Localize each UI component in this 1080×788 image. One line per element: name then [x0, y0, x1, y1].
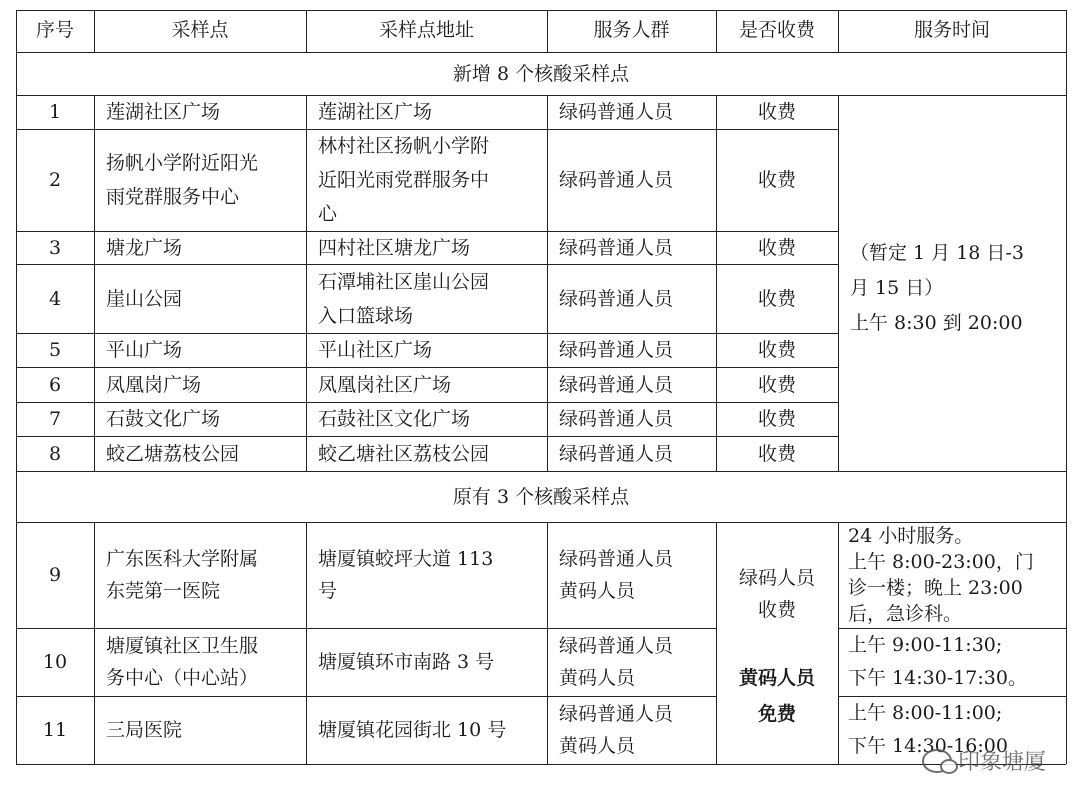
cell-no: [16, 437, 94, 471]
time-line: 上午 9:00-11:30;: [848, 634, 1003, 656]
header-crowd: 服务人群: [593, 19, 670, 41]
cell-site: [94, 282, 306, 316]
time-line: （暂定 1 月 18 日-3: [850, 242, 1024, 264]
cell-fee: [716, 282, 838, 316]
site-line: 莲湖社区广场: [106, 101, 221, 123]
cell-addr: [306, 95, 547, 129]
cell-addr: [306, 402, 547, 436]
cell-crowd: [547, 163, 716, 197]
cell-site: [94, 231, 306, 265]
crowd-line: 绿码普通人员: [559, 236, 674, 259]
cell-no: [16, 714, 94, 746]
cell-site: [94, 368, 306, 402]
addr-line: 入口篮球场: [318, 304, 414, 327]
section-title-new: 新增 8 个核酸采样点: [452, 63, 630, 85]
cell-crowd: [547, 333, 716, 367]
addr-line: 石潭埔社区崖山公园: [318, 270, 490, 293]
fee-line: 收费: [757, 442, 796, 465]
site-line: 雨党群服务中心: [106, 186, 240, 208]
site-line: 广东医科大学附属: [106, 548, 259, 570]
crowd-line: 黄码人员: [559, 580, 636, 602]
time-line: 24 小时服务。: [848, 525, 974, 547]
no-line: 5: [48, 339, 62, 361]
time-line: 诊一楼；晚上 23:00: [848, 577, 1023, 599]
cell-addr: [306, 129, 547, 231]
site-line: 蛟乙塘荔枝公园: [106, 442, 240, 465]
cell-addr: [306, 543, 547, 607]
fee-line: 绿码人员: [738, 567, 815, 589]
cell-no: [16, 333, 94, 367]
time-line: 上午 8:00-23:00，门: [848, 551, 1034, 573]
cell-site: [94, 714, 306, 746]
cell-crowd: [547, 95, 716, 129]
no-line: 3: [48, 236, 62, 259]
cell-no: [16, 402, 94, 436]
cell-addr: [306, 368, 547, 402]
cell-no: [16, 646, 94, 678]
header-address: 采样点地址: [378, 19, 474, 41]
addr-line: 四村社区塘龙广场: [318, 236, 471, 259]
crowd-line: 绿码普通人员: [559, 287, 674, 310]
cell-fee: [716, 368, 838, 402]
fee-line: 黄码人员: [738, 667, 815, 689]
cell-site: [94, 437, 306, 471]
no-line: 11: [42, 719, 68, 741]
crowd-line: 绿码普通人员: [559, 101, 674, 123]
addr-line: 莲湖社区广场: [318, 101, 433, 123]
cell-no: [16, 559, 94, 591]
cell-crowd: [547, 402, 716, 436]
cell-addr: [306, 437, 547, 471]
cell-site: [94, 333, 306, 367]
addr-line: 凤凰岗社区广场: [318, 373, 452, 396]
addr-line: 塘厦镇环市南路 3 号: [318, 651, 495, 673]
section-title-old: 原有 3 个核酸采样点: [452, 486, 630, 508]
cell-fee: [716, 163, 838, 197]
site-line: 东莞第一医院: [106, 580, 221, 602]
cell-addr: [306, 333, 547, 367]
cell-crowd: [547, 282, 716, 316]
no-line: 1: [48, 101, 62, 123]
new-sites-service-time: [850, 236, 1060, 341]
time-line: 月 15 日）: [850, 277, 944, 299]
time-line: 上午 8:00-11:00;: [848, 702, 1003, 724]
fee-line: 免费: [757, 703, 796, 725]
time-line: 下午 14:30-17:30。: [848, 667, 1027, 689]
cell-addr: [306, 265, 547, 333]
header-site: 采样点: [171, 19, 229, 41]
cell-no: [16, 282, 94, 316]
crowd-line: 绿码普通人员: [559, 635, 674, 657]
cell-no: [16, 368, 94, 402]
crowd-line: 绿码普通人员: [559, 339, 674, 361]
no-line: 10: [42, 651, 68, 673]
cell-site: [94, 402, 306, 436]
watermark: [922, 745, 1046, 776]
crowd-line: 黄码人员: [559, 735, 636, 757]
site-line: 塘龙广场: [106, 236, 183, 259]
fee-line: 收费: [757, 599, 796, 621]
cell-time: [838, 523, 1066, 627]
cell-addr: [306, 646, 547, 678]
addr-line: 塘厦镇花园街北 10 号: [318, 719, 507, 741]
cell-time: [838, 629, 1066, 695]
cell-crowd: [547, 543, 716, 607]
crowd-line: 绿码普通人员: [559, 548, 674, 570]
no-line: 9: [48, 564, 62, 586]
site-line: 平山广场: [106, 339, 183, 361]
site-line: 塘厦镇社区卫生服: [106, 635, 259, 657]
cell-fee: [716, 437, 838, 471]
cell-fee: [716, 95, 838, 129]
cell-fee: [716, 231, 838, 265]
crowd-line: 绿码普通人员: [559, 169, 674, 191]
cell-crowd: [547, 231, 716, 265]
fee-line: 收费: [757, 373, 796, 396]
fee-line: 收费: [757, 287, 796, 310]
crowd-line: 绿码普通人员: [559, 408, 674, 430]
addr-line: 近阳光雨党群服务中: [318, 169, 490, 191]
addr-line: 塘厦镇蛟坪大道 113: [318, 548, 494, 570]
addr-line: 心: [318, 203, 338, 225]
no-line: 2: [48, 169, 62, 191]
no-line: 4: [48, 287, 62, 310]
cell-site: [94, 95, 306, 129]
site-line: 凤凰岗广场: [106, 373, 202, 396]
cell-crowd: [547, 368, 716, 402]
cell-addr: [306, 714, 547, 746]
addr-line: 平山社区广场: [318, 339, 433, 361]
cell-no: [16, 95, 94, 129]
time-line: 上午 8:30 到 20:00: [850, 312, 1023, 334]
addr-line: 石鼓社区文化广场: [318, 408, 471, 430]
cell-crowd: [547, 630, 716, 694]
fee-line: 收费: [757, 408, 796, 430]
no-line: 7: [48, 408, 62, 430]
site-line: 三局医院: [106, 719, 183, 741]
wechat-icon: [922, 749, 952, 773]
site-line: 崖山公园: [106, 287, 183, 310]
addr-line: 林村社区扬帆小学附: [318, 135, 490, 157]
header-no: 序号: [35, 19, 74, 41]
cell-crowd: [547, 437, 716, 471]
crowd-line: 绿码普通人员: [559, 373, 674, 396]
cell-addr: [306, 231, 547, 265]
crowd-line: 绿码普通人员: [559, 442, 674, 465]
site-line: 石鼓文化广场: [106, 408, 221, 430]
no-line: 8: [48, 442, 62, 465]
fee-line: 收费: [757, 236, 796, 259]
fee-line: 收费: [757, 339, 796, 361]
cell-no: [16, 163, 94, 197]
site-line: 扬帆小学附近阳光: [106, 152, 259, 174]
watermark-text: 印象塘厦: [957, 750, 1046, 775]
header-fee: 是否收费: [738, 19, 815, 41]
old-sites-fee-green: [716, 562, 838, 626]
cell-site: [94, 630, 306, 694]
header-time: 服务时间: [913, 19, 990, 41]
time-line: 后，急诊科。: [848, 603, 963, 625]
cell-site: [94, 543, 306, 607]
fee-line: 收费: [757, 169, 796, 191]
crowd-line: 黄码人员: [559, 667, 636, 689]
cell-crowd: [547, 698, 716, 762]
cell-no: [16, 231, 94, 265]
cell-fee: [716, 402, 838, 436]
no-line: 6: [48, 373, 62, 396]
fee-line: 收费: [757, 101, 796, 123]
site-line: 务中心（中心站）: [106, 667, 259, 689]
addr-line: 号: [318, 580, 338, 602]
addr-line: 蛟乙塘社区荔枝公园: [318, 442, 490, 465]
crowd-line: 绿码普通人员: [559, 703, 674, 725]
cell-site: [94, 146, 306, 214]
time-line: 下午 14:30-16:00: [848, 735, 1008, 757]
cell-fee: [716, 333, 838, 367]
old-sites-fee-yellow: [716, 660, 838, 732]
